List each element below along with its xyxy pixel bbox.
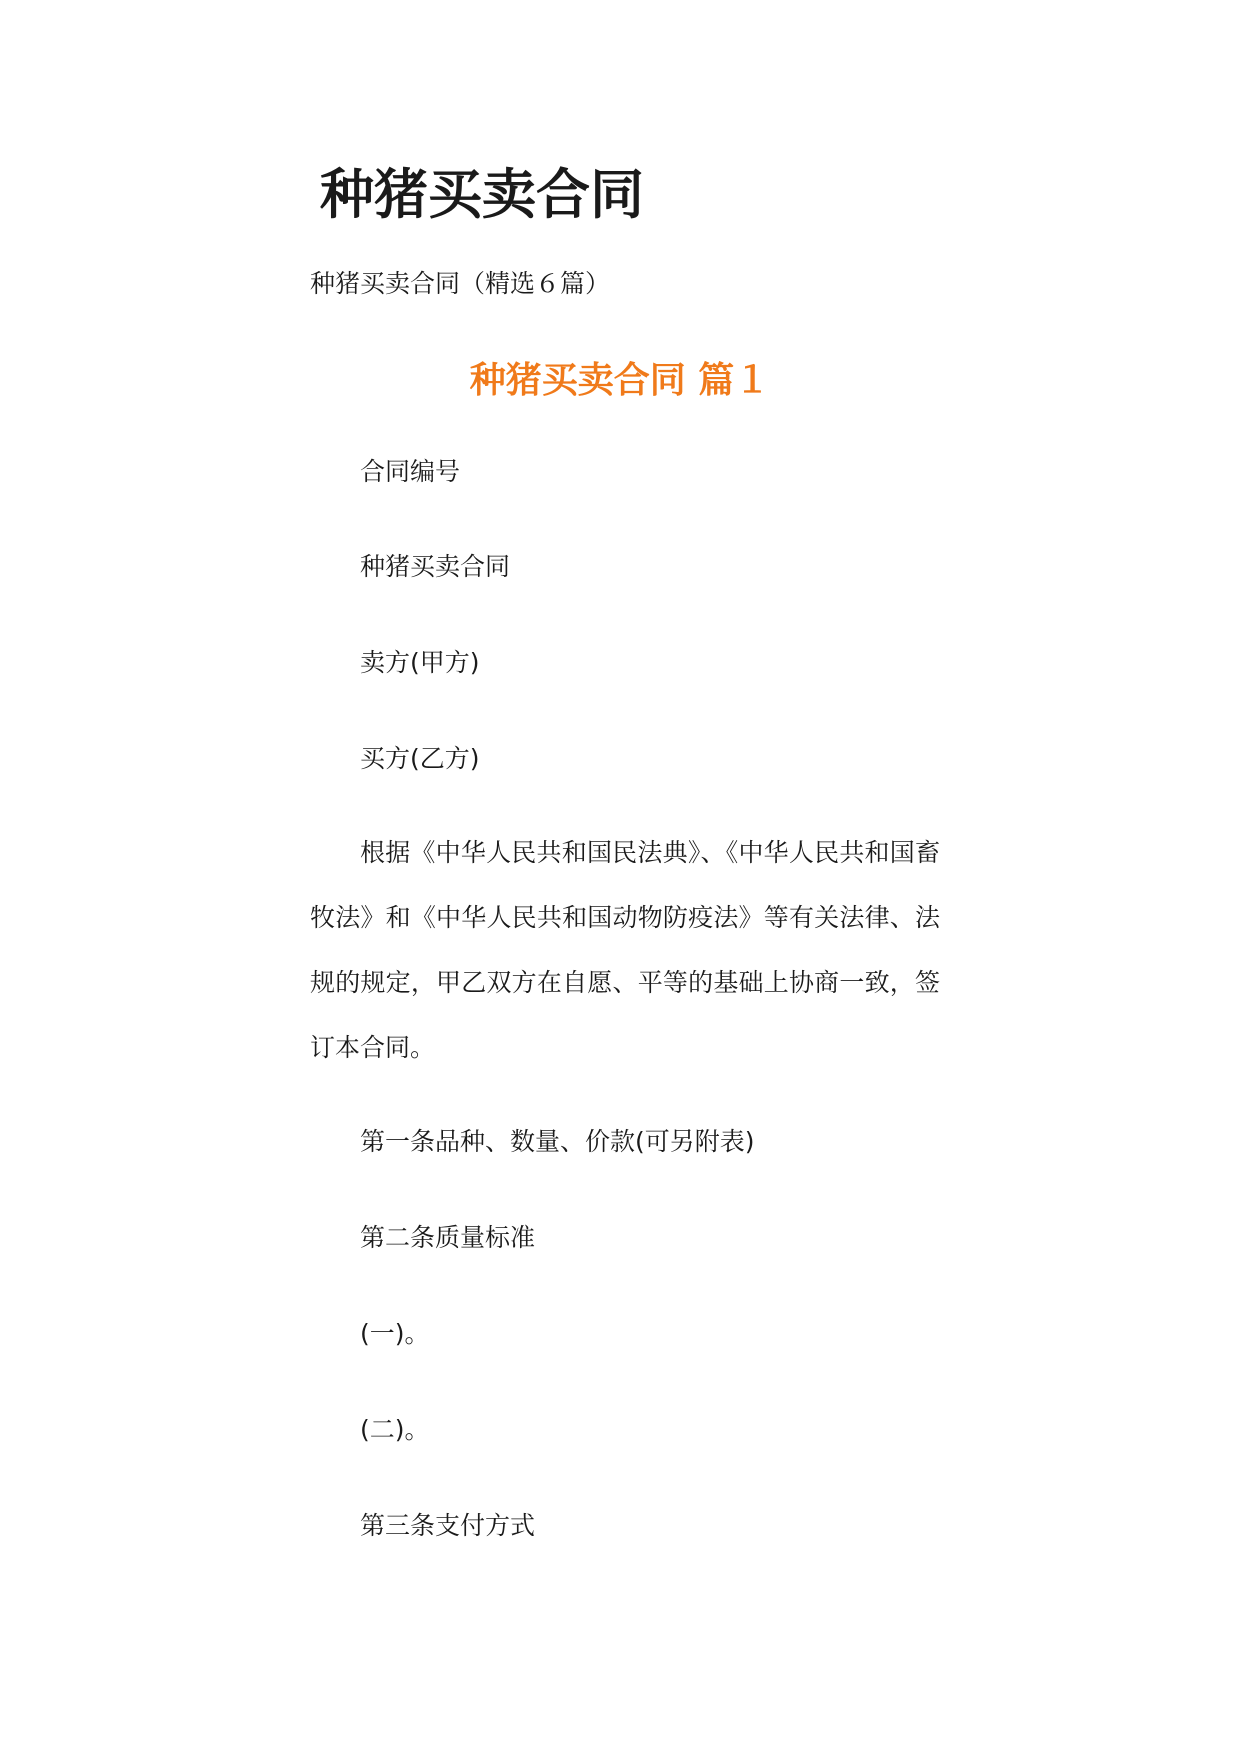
article-3-heading: 第三条支付方式 — [360, 1511, 536, 1540]
article-2-item-2: (二)。 — [360, 1415, 430, 1444]
article-2-heading: 第二条质量标准 — [360, 1223, 536, 1252]
article-1-heading: 第一条品种、数量、价款(可另附表) — [360, 1127, 755, 1156]
preamble-paragraph: 根据《中华人民共和国民法典》、《中华人民共和国畜牧法》和《中华人民共和国动物防疫法》等有关法律、法规的规定，甲乙双方在自愿、平等的基础上协商一致，签订本合同。 — [310, 838, 940, 1062]
document-subtitle: 种猪买卖合同（精选６篇） — [310, 269, 611, 298]
seller-line: 卖方(甲方) — [360, 648, 480, 677]
section-heading: 种猪买卖合同 篇１ — [469, 359, 771, 401]
buyer-line: 买方(乙方) — [360, 744, 480, 773]
contract-name-line: 种猪买卖合同 — [360, 552, 511, 581]
article-2-item-1: (一)。 — [360, 1319, 430, 1348]
document-title: 种猪买卖合同 — [320, 162, 644, 226]
contract-number-line: 合同编号 — [360, 457, 461, 486]
